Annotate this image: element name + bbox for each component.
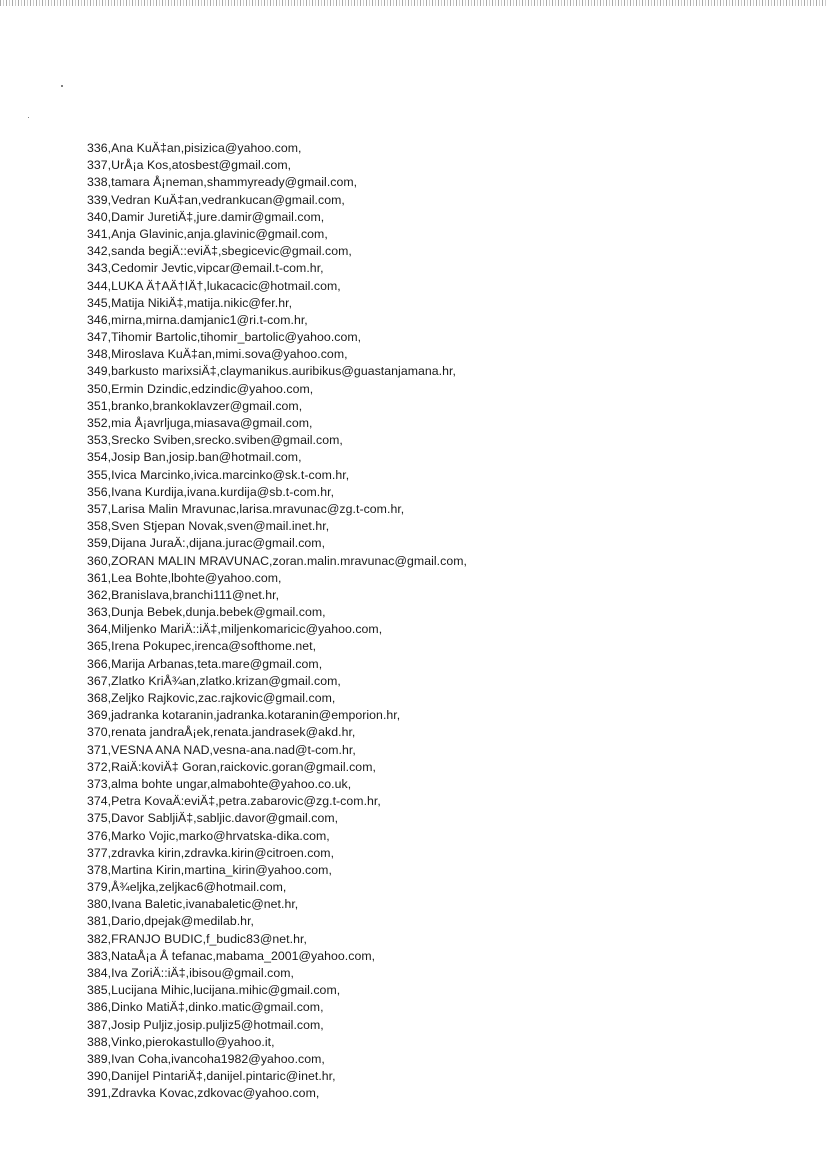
- list-item: 346,mirna,mirna.damjanic1@ri.t-com.hr,: [87, 312, 308, 327]
- list-item: 348,Miroslava KuÄ‡an,mimi.sova@yahoo.com,: [87, 347, 348, 362]
- list-item: 345,Matija NikiÄ‡,matija.nikic@fer.hr,: [87, 295, 293, 310]
- list-item: 391,Zdravka Kovac,zdkovac@yahoo.com,: [87, 1086, 320, 1101]
- list-item: 354,Josip Ban,josip.ban@hotmail.com,: [87, 450, 302, 465]
- list-item: 359,Dijana JuraÄ:,dijana.jurac@gmail.com,: [87, 536, 326, 551]
- scan-noise-border: [0, 0, 826, 6]
- list-item: 389,Ivan Coha,ivancoha1982@yahoo.com,: [87, 1051, 325, 1066]
- list-item: 358,Sven Stjepan Novak,sven@mail.inet.hr,: [87, 519, 330, 534]
- list-item: 353,Srecko Sviben,srecko.sviben@gmail.com,: [87, 433, 343, 448]
- list-item: 366,Marija Arbanas,teta.mare@gmail.com,: [87, 656, 323, 671]
- list-item: 340,Damir JuretiÄ‡,jure.damir@gmail.com,: [87, 209, 325, 224]
- list-item: 385,Lucijana Mihic,lucijana.mihic@gmail.com,: [87, 983, 341, 998]
- list-item: 347,Tihomir Bartolic,tihomir_bartolic@yahoo.com,: [87, 330, 362, 345]
- list-item: 357,Larisa Malin Mravunac,larisa.mravunac@zg.t-com.hr,: [87, 501, 405, 516]
- list-item: 365,Irena Pokupec,irenca@softhome.net,: [87, 639, 317, 654]
- list-item: 382,FRANJO BUDIC,f_budic83@net.hr,: [87, 931, 307, 946]
- list-item: 372,RaiÄ:koviÄ‡ Goran,raickovic.goran@gmail.com,: [87, 759, 376, 774]
- list-item: 388,Vinko,pierokastullo@yahoo.it,: [87, 1034, 275, 1049]
- list-item: 343,Cedomir Jevtic,vipcar@email.t-com.hr,: [87, 261, 324, 276]
- list-item: 360,ZORAN MALIN MRAVUNAC,zoran.malin.mravunac@gmail.com,: [87, 553, 467, 568]
- list-item: 364,Miljenko MariÄ::iÄ‡,miljenkomaricic@yahoo.com,: [87, 622, 383, 637]
- list-item: 336,Ana KuÄ‡an,pisizica@yahoo.com,: [87, 141, 302, 155]
- list-item: 363,Dunja Bebek,dunja.bebek@gmail.com,: [87, 605, 326, 620]
- list-item: 350,Ermin Dzindic,edzindic@yahoo.com,: [87, 381, 314, 396]
- list-item: 383,NataÅ¡a Å tefanac,mabama_2001@yahoo.com,: [87, 948, 376, 963]
- list-item: 338,tamara Å¡neman,shammyready@gmail.com,: [87, 175, 358, 190]
- list-item: 341,Anja Glavinic,anja.glavinic@gmail.com,: [87, 226, 328, 241]
- list-item: 367,Zlatko KriÅ¾an,zlatko.krizan@gmail.com,: [87, 673, 341, 688]
- list-item: 376,Marko Vojic,marko@hrvatska-dika.com,: [87, 828, 330, 843]
- list-item: 381,Dario,dpejak@medilab.hr,: [87, 914, 255, 929]
- list-item: 352,mia Å¡avrljuga,miasava@gmail.com,: [87, 416, 313, 430]
- list-item: 390,Danijel PintariÄ‡,danijel.pintaric@inet.hr,: [87, 1069, 336, 1084]
- list-item: 384,Iva ZoriÄ::iÄ‡,ibisou@gmail.com,: [87, 966, 295, 980]
- list-item: 378,Martina Kirin,martina_kirin@yahoo.com,: [87, 862, 332, 877]
- list-item: 377,zdravka kirin,zdravka.kirin@citroen.com,: [87, 845, 335, 860]
- list-item: 380,Ivana Baletic,ivanabaletic@net.hr,: [87, 897, 299, 912]
- list-item: 351,branko,brankoklavzer@gmail.com,: [87, 398, 303, 413]
- list-item: 374,Petra KovaÄ:eviÄ‡,petra.zabarovic@zg.t-com.hr,: [87, 794, 381, 809]
- list-item: 356,Ivana Kurdija,ivana.kurdija@sb.t-com.hr,: [87, 484, 335, 499]
- list-item: 355,Ivica Marcinko,ivica.marcinko@sk.t-com.hr,: [87, 467, 350, 482]
- list-item: 375,Davor SabljiÄ‡,sabljic.davor@gmail.com,: [87, 811, 339, 826]
- list-item: 371,VESNA ANA NAD,vesna-ana.nad@t-com.hr,: [87, 742, 356, 757]
- contact-list: [87, 140, 467, 1103]
- list-item: 373,alma bohte ungar,almabohte@yahoo.co.uk,: [87, 776, 352, 791]
- list-item: 369,jadranka kotaranin,jadranka.kotaranin@emporion.hr,: [87, 708, 401, 723]
- list-item: 339,Vedran KuÄ‡an,vedrankucan@gmail.com,: [87, 192, 345, 207]
- list-item: 344,LUKA Ä†AÄ†IÄ†,lukacacic@hotmail.com,: [87, 278, 341, 293]
- list-item: 361,Lea Bohte,lbohte@yahoo.com,: [87, 570, 282, 585]
- list-item: 379,Å¾eljka,zeljkac6@hotmail.com,: [87, 880, 287, 895]
- list-item: 337,UrÅ¡a Kos,atosbest@gmail.com,: [87, 158, 292, 173]
- list-item: 342,sanda begiÄ::eviÄ‡,sbegicevic@gmail.com,: [87, 244, 352, 259]
- list-item: 368,Zeljko Rajkovic,zac.rajkovic@gmail.com,: [87, 691, 336, 705]
- list-item: 349,barkusto marixsiÄ‡,claymanikus.auribikus@guastanjamana.hr,: [87, 364, 456, 379]
- list-item: 370,renata jandraÅ¡ek,renata.jandrasek@akd.hr,: [87, 725, 356, 740]
- list-item: 386,Dinko MatiÄ‡,dinko.matic@gmail.com,: [87, 1000, 324, 1015]
- list-item: 362,Branislava,branchi111@net.hr,: [87, 587, 280, 602]
- scan-speck: [61, 85, 63, 87]
- list-item: 387,Josip Puljiz,josip.puljiz5@hotmail.com,: [87, 1017, 324, 1032]
- scan-speck: [28, 117, 29, 118]
